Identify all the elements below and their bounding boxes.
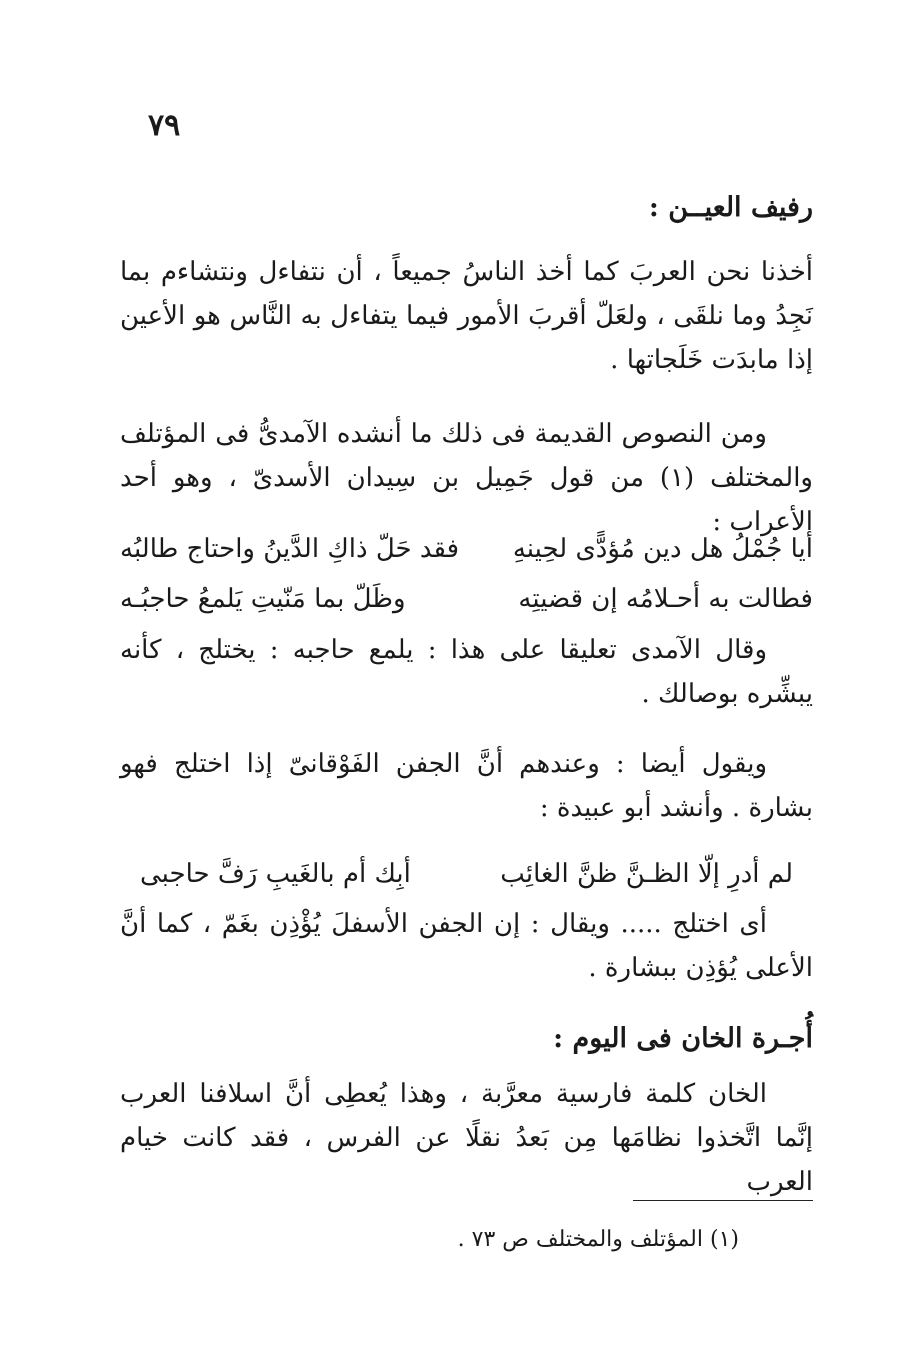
paragraph-2: ومن النصوص القديمة فى ذلك ما أنشده الآمدىُّ فى المؤتلف والمختلف (١) من قول جَمِيل بن سِيدان الأسدىّ ، وهو أحد الأعراب : [120, 419, 813, 537]
verse-1-first-hemistich: أيا جُمْلُ هل دين مُؤدًّى لحِينهِ [512, 534, 813, 564]
verse-3-first-hemistich: لم أدرِ إلّا الظـنَّ ظنَّ الغائِب [500, 859, 793, 889]
section-heading-khan-fee: أُجـرة الخان فى اليوم : [553, 1023, 813, 1054]
footnote-divider [633, 1200, 813, 1201]
paragraph-5: أى اختلج ..... ويقال : إن الجفن الأسفلَ يُؤْذِن بغَمّ ، كما أنَّ الأعلى يُؤذِن ببشارة . [120, 909, 813, 983]
verse-3-second-hemistich: أبِك أم بالغَيبِ رَفَّ حاجبى [140, 859, 411, 889]
verse-line-1 [120, 527, 813, 571]
paragraph-3: وقال الآمدى تعليقا على هذا : يلمع حاجبه : يختلج ، كأنه يبشِّره بوصالك . [120, 635, 813, 709]
footnote: (١) المؤتلف والمختلف ص ٧٣ . [457, 1227, 739, 1252]
section-heading-eye-twitch: رفيف العيــن : [648, 192, 813, 223]
paragraph-4: ويقول أيضا : وعندهم أنَّ الجفن الفَوْقانىّ إذا اختلج فهو بشارة . وأنشد أبو عبيدة : [120, 749, 813, 823]
verse-line-2 [120, 577, 813, 621]
paragraph-1: أخذنا نحن العربَ كما أخذ الناسُ جميعاً ، أن نتفاءل ونتشاءم بما نَجِدُ وما نلقَى ، ولعَلّ أقربَ الأمور فيما يتفاءل به النَّاس هو الأعين إذا مابدَت خَلَجاتها . [120, 257, 813, 375]
verse-line-3 [140, 852, 793, 896]
verse-2-second-hemistich: وظَلّ بما مَنّيتِ يَلمعُ حاجبُـه [120, 584, 406, 614]
paragraph-6: الخان كلمة فارسية معرَّبة ، وهذا يُعطِى أنَّ اسلافنا العرب إنَّما اتَّخذوا نظامَها مِن بَعدُ نقلًا عن الفرس ، فقد كانت خيام العرب [120, 1079, 813, 1197]
verse-1-second-hemistich: فقد حَلّ ذاكِ الدَّينُ واحتاج طالبُه [120, 534, 460, 564]
verse-2-first-hemistich: فطالت به أحـلامُه إن قضيتِه [518, 584, 813, 614]
page-number: ٧٩ [148, 108, 181, 143]
